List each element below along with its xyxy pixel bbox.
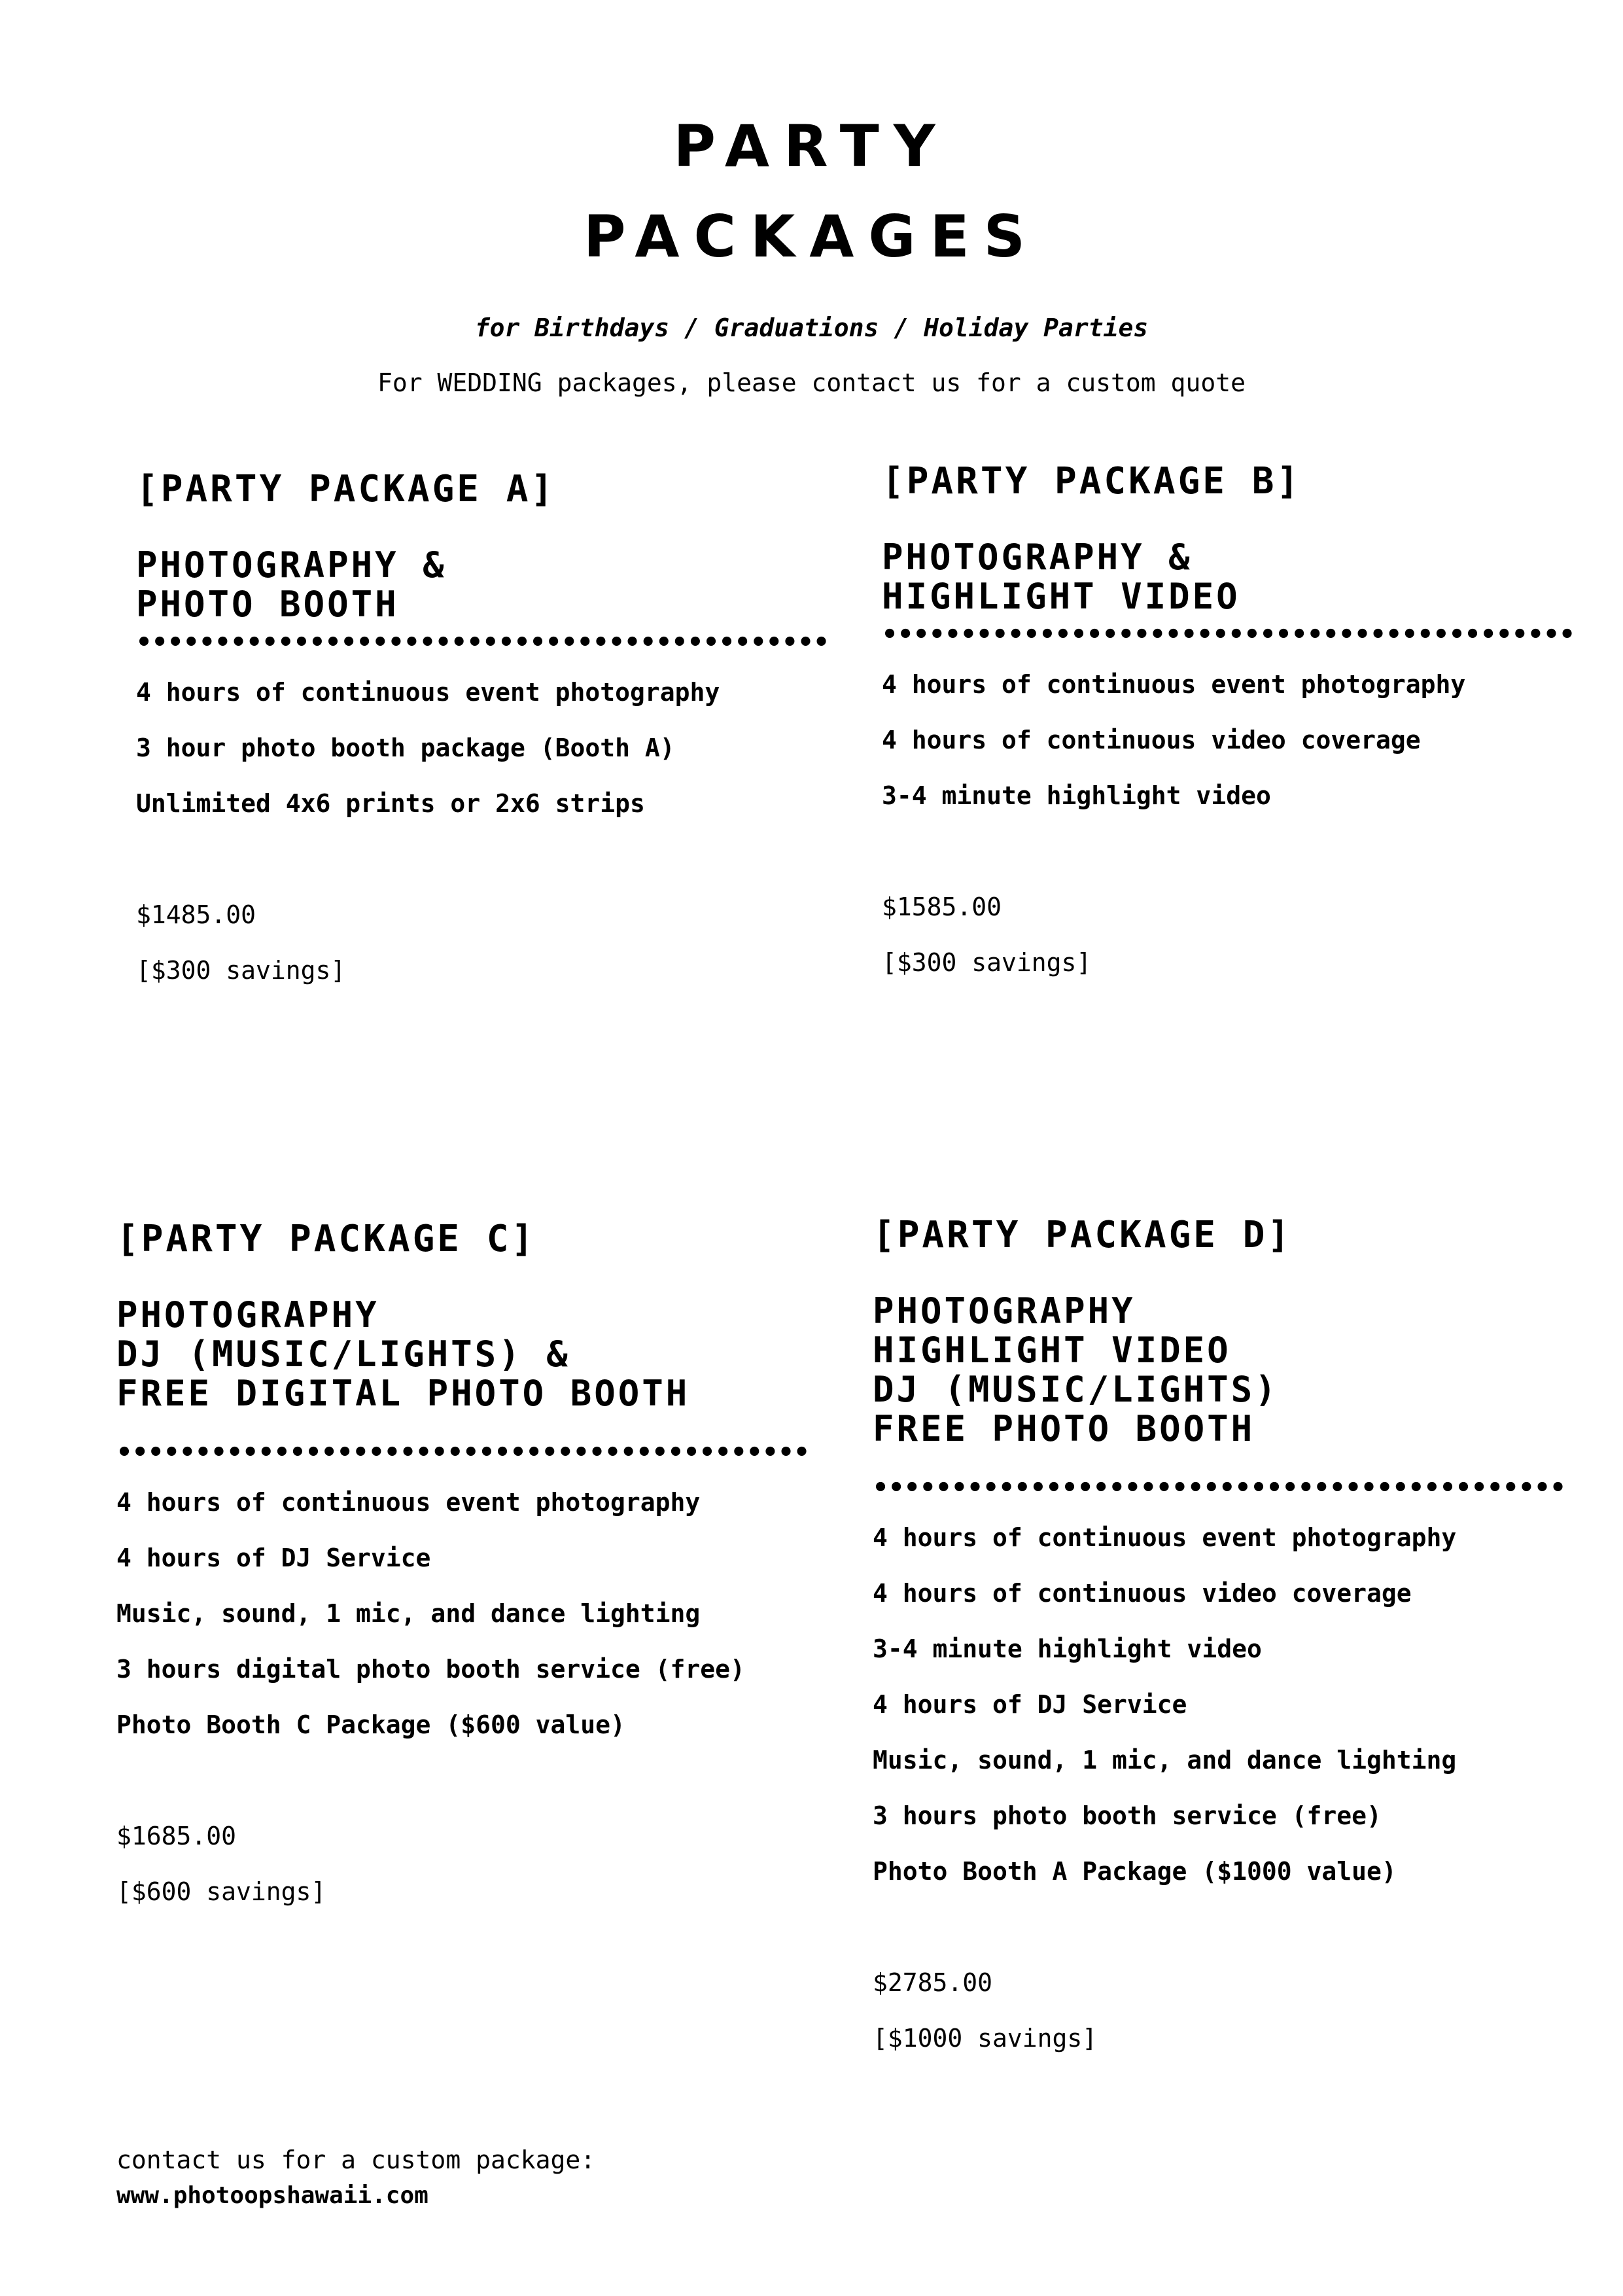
package-label: [PARTY PACKAGE D]	[873, 1214, 1293, 1256]
feature-list	[136, 665, 720, 832]
feature-item: 4 hours of continuous event photography	[882, 670, 1466, 699]
feature-item: 3 hours photo booth service (free)	[873, 1801, 1382, 1830]
package-d	[873, 1214, 1566, 2066]
package-heading	[882, 538, 1465, 616]
feature-item: 4 hours of DJ Service	[116, 1544, 431, 1572]
package-label: [PARTY PACKAGE A]	[136, 468, 556, 510]
feature-item: 3 hours digital photo booth service (free)	[116, 1655, 745, 1684]
package-heading	[873, 1292, 1456, 1449]
package-heading-line: DJ (MUSIC/LIGHTS)	[873, 1369, 1279, 1410]
feature-item: 4 hours of continuous event photography	[116, 1488, 701, 1517]
feature-item: 4 hours of DJ Service	[873, 1690, 1187, 1719]
page-title-line-2: PACKAGES	[583, 203, 1040, 270]
package-savings: [$300 savings]	[136, 956, 346, 985]
package-heading-line: PHOTOGRAPHY	[873, 1290, 1136, 1332]
package-heading-line: HIGHLIGHT VIDEO	[873, 1330, 1231, 1371]
feature-item: 3-4 minute highlight video	[882, 781, 1271, 810]
wedding-note: For WEDDING packages, please contact us for a custom quote	[377, 368, 1246, 397]
page-title-line-1: PARTY	[673, 113, 950, 180]
package-heading-line: PHOTOGRAPHY &	[882, 537, 1193, 578]
feature-item: Music, sound, 1 mic, and dance lighting	[873, 1746, 1457, 1775]
package-heading	[136, 546, 720, 624]
package-savings: [$300 savings]	[882, 948, 1092, 977]
feature-list	[116, 1475, 745, 1753]
package-savings: [$1000 savings]	[873, 2024, 1098, 2053]
package-b	[882, 460, 1575, 991]
package-c	[116, 1218, 810, 1920]
dotted-divider: ••••••••••••••••••••••••••••••••••••••••••••	[116, 1438, 810, 1468]
feature-item: 4 hours of continuous event photography	[873, 1523, 1457, 1552]
package-heading-line: HIGHLIGHT VIDEO	[882, 576, 1240, 617]
package-label: [PARTY PACKAGE C]	[116, 1218, 536, 1260]
package-price: $2785.00	[873, 1968, 993, 1997]
feature-list	[873, 1510, 1456, 1899]
feature-item: Unlimited 4x6 prints or 2x6 strips	[136, 789, 645, 818]
feature-item: 4 hours of continuous event photography	[136, 678, 720, 707]
package-heading-line: PHOTOGRAPHY &	[136, 544, 447, 586]
package-heading-line: FREE DIGITAL PHOTO BOOTH	[116, 1373, 690, 1414]
package-label: [PARTY PACKAGE B]	[882, 460, 1302, 503]
feature-item: 3 hour photo booth package (Booth A)	[136, 733, 675, 762]
package-price: $1685.00	[116, 1822, 237, 1850]
package-savings: [$600 savings]	[116, 1877, 326, 1906]
feature-item: Music, sound, 1 mic, and dance lighting	[116, 1599, 701, 1628]
package-price: $1485.00	[136, 900, 256, 929]
feature-item: Photo Booth C Package ($600 value)	[116, 1710, 625, 1739]
dotted-divider: ••••••••••••••••••••••••••••••••••••••••••••	[136, 627, 829, 658]
page-subtitle: for Birthdays / Graduations / Holiday Parties	[474, 313, 1149, 342]
contact-url-link[interactable]: www.photoopshawaii.com	[116, 2182, 428, 2209]
dotted-divider: ••••••••••••••••••••••••••••••••••••••••••••	[873, 1473, 1566, 1503]
package-heading-line: DJ (MUSIC/LIGHTS) &	[116, 1333, 570, 1375]
feature-item: 4 hours of continuous video coverage	[882, 726, 1421, 754]
feature-item: 4 hours of continuous video coverage	[873, 1579, 1412, 1608]
package-heading-line: FREE PHOTO BOOTH	[873, 1408, 1255, 1449]
feature-item: 3-4 minute highlight video	[873, 1634, 1262, 1663]
dotted-divider: ••••••••••••••••••••••••••••••••••••••••••••	[882, 620, 1575, 650]
feature-list	[882, 657, 1465, 824]
package-heading-line: PHOTO BOOTH	[136, 584, 399, 625]
package-price: $1585.00	[882, 892, 1002, 921]
package-heading	[116, 1296, 745, 1413]
contact-label: contact us for a custom package:	[116, 2146, 596, 2174]
package-a	[136, 468, 829, 998]
feature-item: Photo Booth A Package ($1000 value)	[873, 1857, 1397, 1886]
package-heading-line: PHOTOGRAPHY	[116, 1294, 379, 1335]
